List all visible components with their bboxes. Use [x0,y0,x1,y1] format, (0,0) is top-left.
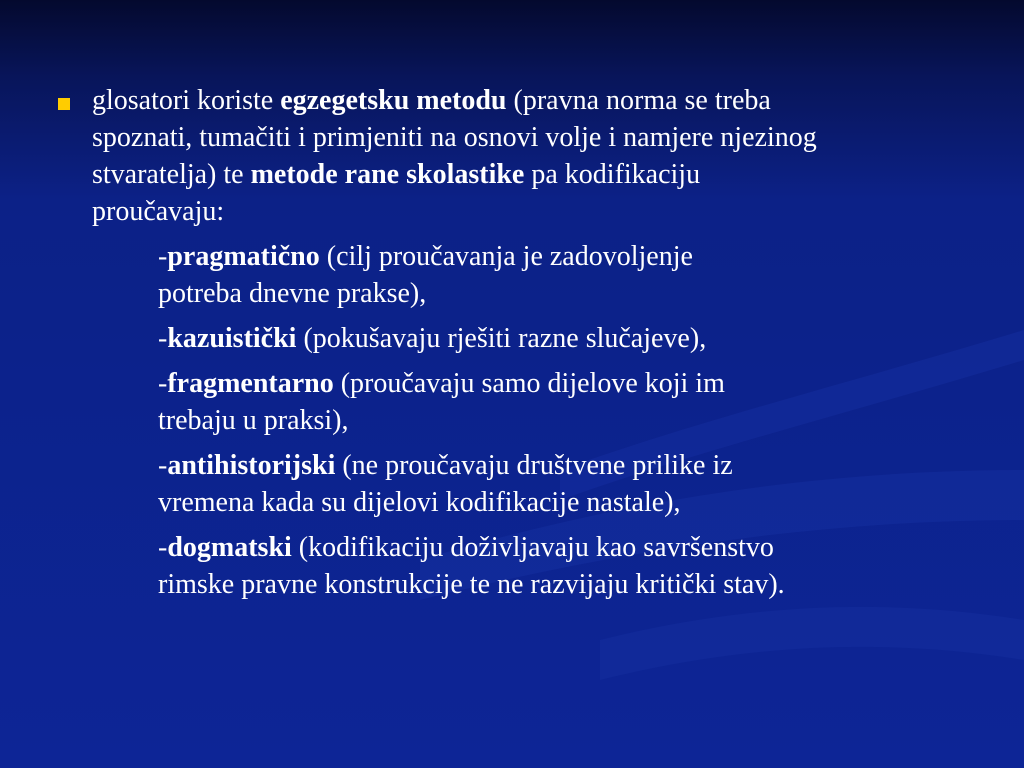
sub-point-pragmaticno [158,238,978,312]
text-run: pa kodifikaciju [524,159,701,190]
text-run: (pokušavaju rješiti razne slučajeve), [296,323,707,354]
main-line [92,193,992,230]
sub-line [158,447,978,484]
sub-point-fragmentarno [158,365,978,439]
text-run: trebaju u praksi), [158,405,349,436]
text-run: - [158,241,168,272]
bold-term: kazuistički [167,323,297,354]
text-run: (pravna norma se treba [506,85,771,116]
sub-line [158,566,978,603]
bold-term: metode rane skolastike [250,159,525,190]
bold-term: pragmatično [167,241,320,272]
sub-line [158,484,978,521]
bold-term: antihistorijski [167,450,336,481]
text-run: (ne proučavaju društvene prilike iz [335,450,733,481]
sub-point-kazuisticki [158,320,978,357]
text-run: stvaratelja) te [92,159,251,190]
main-line [92,82,992,119]
bold-term: dogmatski [167,532,292,563]
bold-term: egzegetsku metodu [280,85,507,116]
text-run: potreba dnevne prakse), [158,278,427,309]
text-run: - [158,450,168,481]
main-bullet-text [92,82,992,230]
sub-point-dogmatski [158,529,978,603]
sub-line [158,238,978,275]
sub-line [158,365,978,402]
text-run: (kodifikaciju doživljavaju kao savršenstvo [291,532,774,563]
sub-point-antihistorijski [158,447,978,521]
text-run: rimske pravne konstrukcije te ne razvijaju kritički stav). [158,569,785,600]
text-run: proučavaju: [92,196,225,227]
text-run: spoznati, tumačiti i primjeniti na osnovi volje i namjere njezinog [92,122,817,153]
sub-points-list [158,238,978,611]
text-run: glosatori koriste [92,85,281,116]
text-run: (cilj proučavanja je zadovoljenje [319,241,693,272]
sub-line [158,275,978,312]
text-run: - [158,323,168,354]
text-run: - [158,368,168,399]
bullet-square-icon [58,98,70,110]
bold-term: fragmentarno [167,368,334,399]
sub-line [158,402,978,439]
sub-line [158,320,978,357]
text-run: (proučavaju samo dijelove koji im [333,368,725,399]
text-run: - [158,532,168,563]
main-line [92,156,992,193]
sub-line [158,529,978,566]
main-line [92,119,992,156]
text-run: vremena kada su dijelovi kodifikacije nastale), [158,487,681,518]
